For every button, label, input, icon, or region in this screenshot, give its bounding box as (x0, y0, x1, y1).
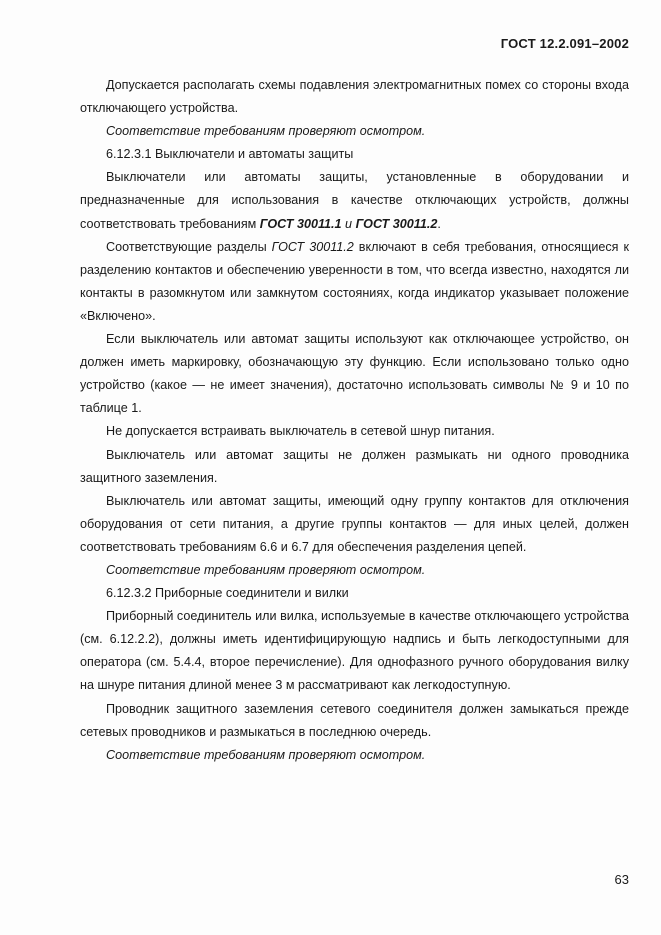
text-span: Выключатели или автоматы защиты, установленные в оборудовании и предназначенные для использования в качестве отключающих устройств, должны соответствовать требованиям (80, 170, 629, 231)
paragraph: Проводник защитного заземления сетевого соединителя должен замыкаться прежде сетевых проводников и размыкаться в последнюю очередь. (80, 701, 629, 739)
compliance-note: Соответствие требованиям проверяют осмотром. (106, 124, 426, 139)
standard-reference: ГОСТ 30011.2 (271, 239, 354, 254)
text-span: включают в себя требования, относящиеся к разделению контактов и обеспечению уверенности в том, что всегда известно, находятся ли контакты в разомкнутом или замкнутом состояниях, когда индикатор указывает положение «Включено». (80, 239, 629, 323)
document-body (80, 74, 629, 767)
text-span: . (437, 216, 441, 231)
section-heading: 6.12.3.2 Приборные соединители и вилки (106, 586, 349, 601)
standard-reference: ГОСТ 30011.1 (259, 216, 342, 231)
text-span: и (341, 216, 356, 231)
paragraph: Приборный соединитель или вилка, используемые в качестве отключающего устройства (см. 6.12.2.2), должны иметь идентифицирующую надпись и быть легкодоступными для оператора (см. 5.4.4, второе перечисление). Для однофазного ручного оборудования вилку на шнуре питания длиной менее 3 м рассматривают как легкодоступную. (80, 609, 629, 693)
paragraph (80, 236, 629, 328)
standard-reference: ГОСТ 30011.2 (355, 216, 438, 231)
paragraph: Выключатель или автомат защиты, имеющий одну группу контактов для отключения оборудования от сети питания, а другие группы контактов — для иных целей, должен соответствовать требованиям 6.6 и 6.7 для обеспечения разделения цепей. (80, 493, 629, 554)
paragraph: Если выключатель или автомат защиты используют как отключающее устройство, он должен иметь маркировку, обозначающую эту функцию. Если использовано только одно устройство (какое — не имеет значения), достаточно использовать символы № 9 и 10 по таблице 1. (80, 332, 629, 416)
paragraph (80, 166, 629, 235)
section-heading: 6.12.3.1 Выключатели и автоматы защиты (106, 147, 354, 162)
paragraph: Допускается располагать схемы подавления электромагнитных помех со стороны входа отключающего устройства. (80, 78, 629, 116)
compliance-note: Соответствие требованиям проверяют осмотром. (106, 562, 426, 577)
text-span: Соответствующие разделы (106, 239, 272, 254)
paragraph: Выключатель или автомат защиты не должен размыкать ни одного проводника защитного заземления. (80, 447, 629, 485)
paragraph: Не допускается встраивать выключатель в сетевой шнур питания. (106, 424, 495, 439)
page-number: 63 (614, 872, 629, 887)
compliance-note: Соответствие требованиям проверяют осмотром. (106, 747, 426, 762)
document-header: ГОСТ 12.2.091–2002 (500, 36, 629, 51)
